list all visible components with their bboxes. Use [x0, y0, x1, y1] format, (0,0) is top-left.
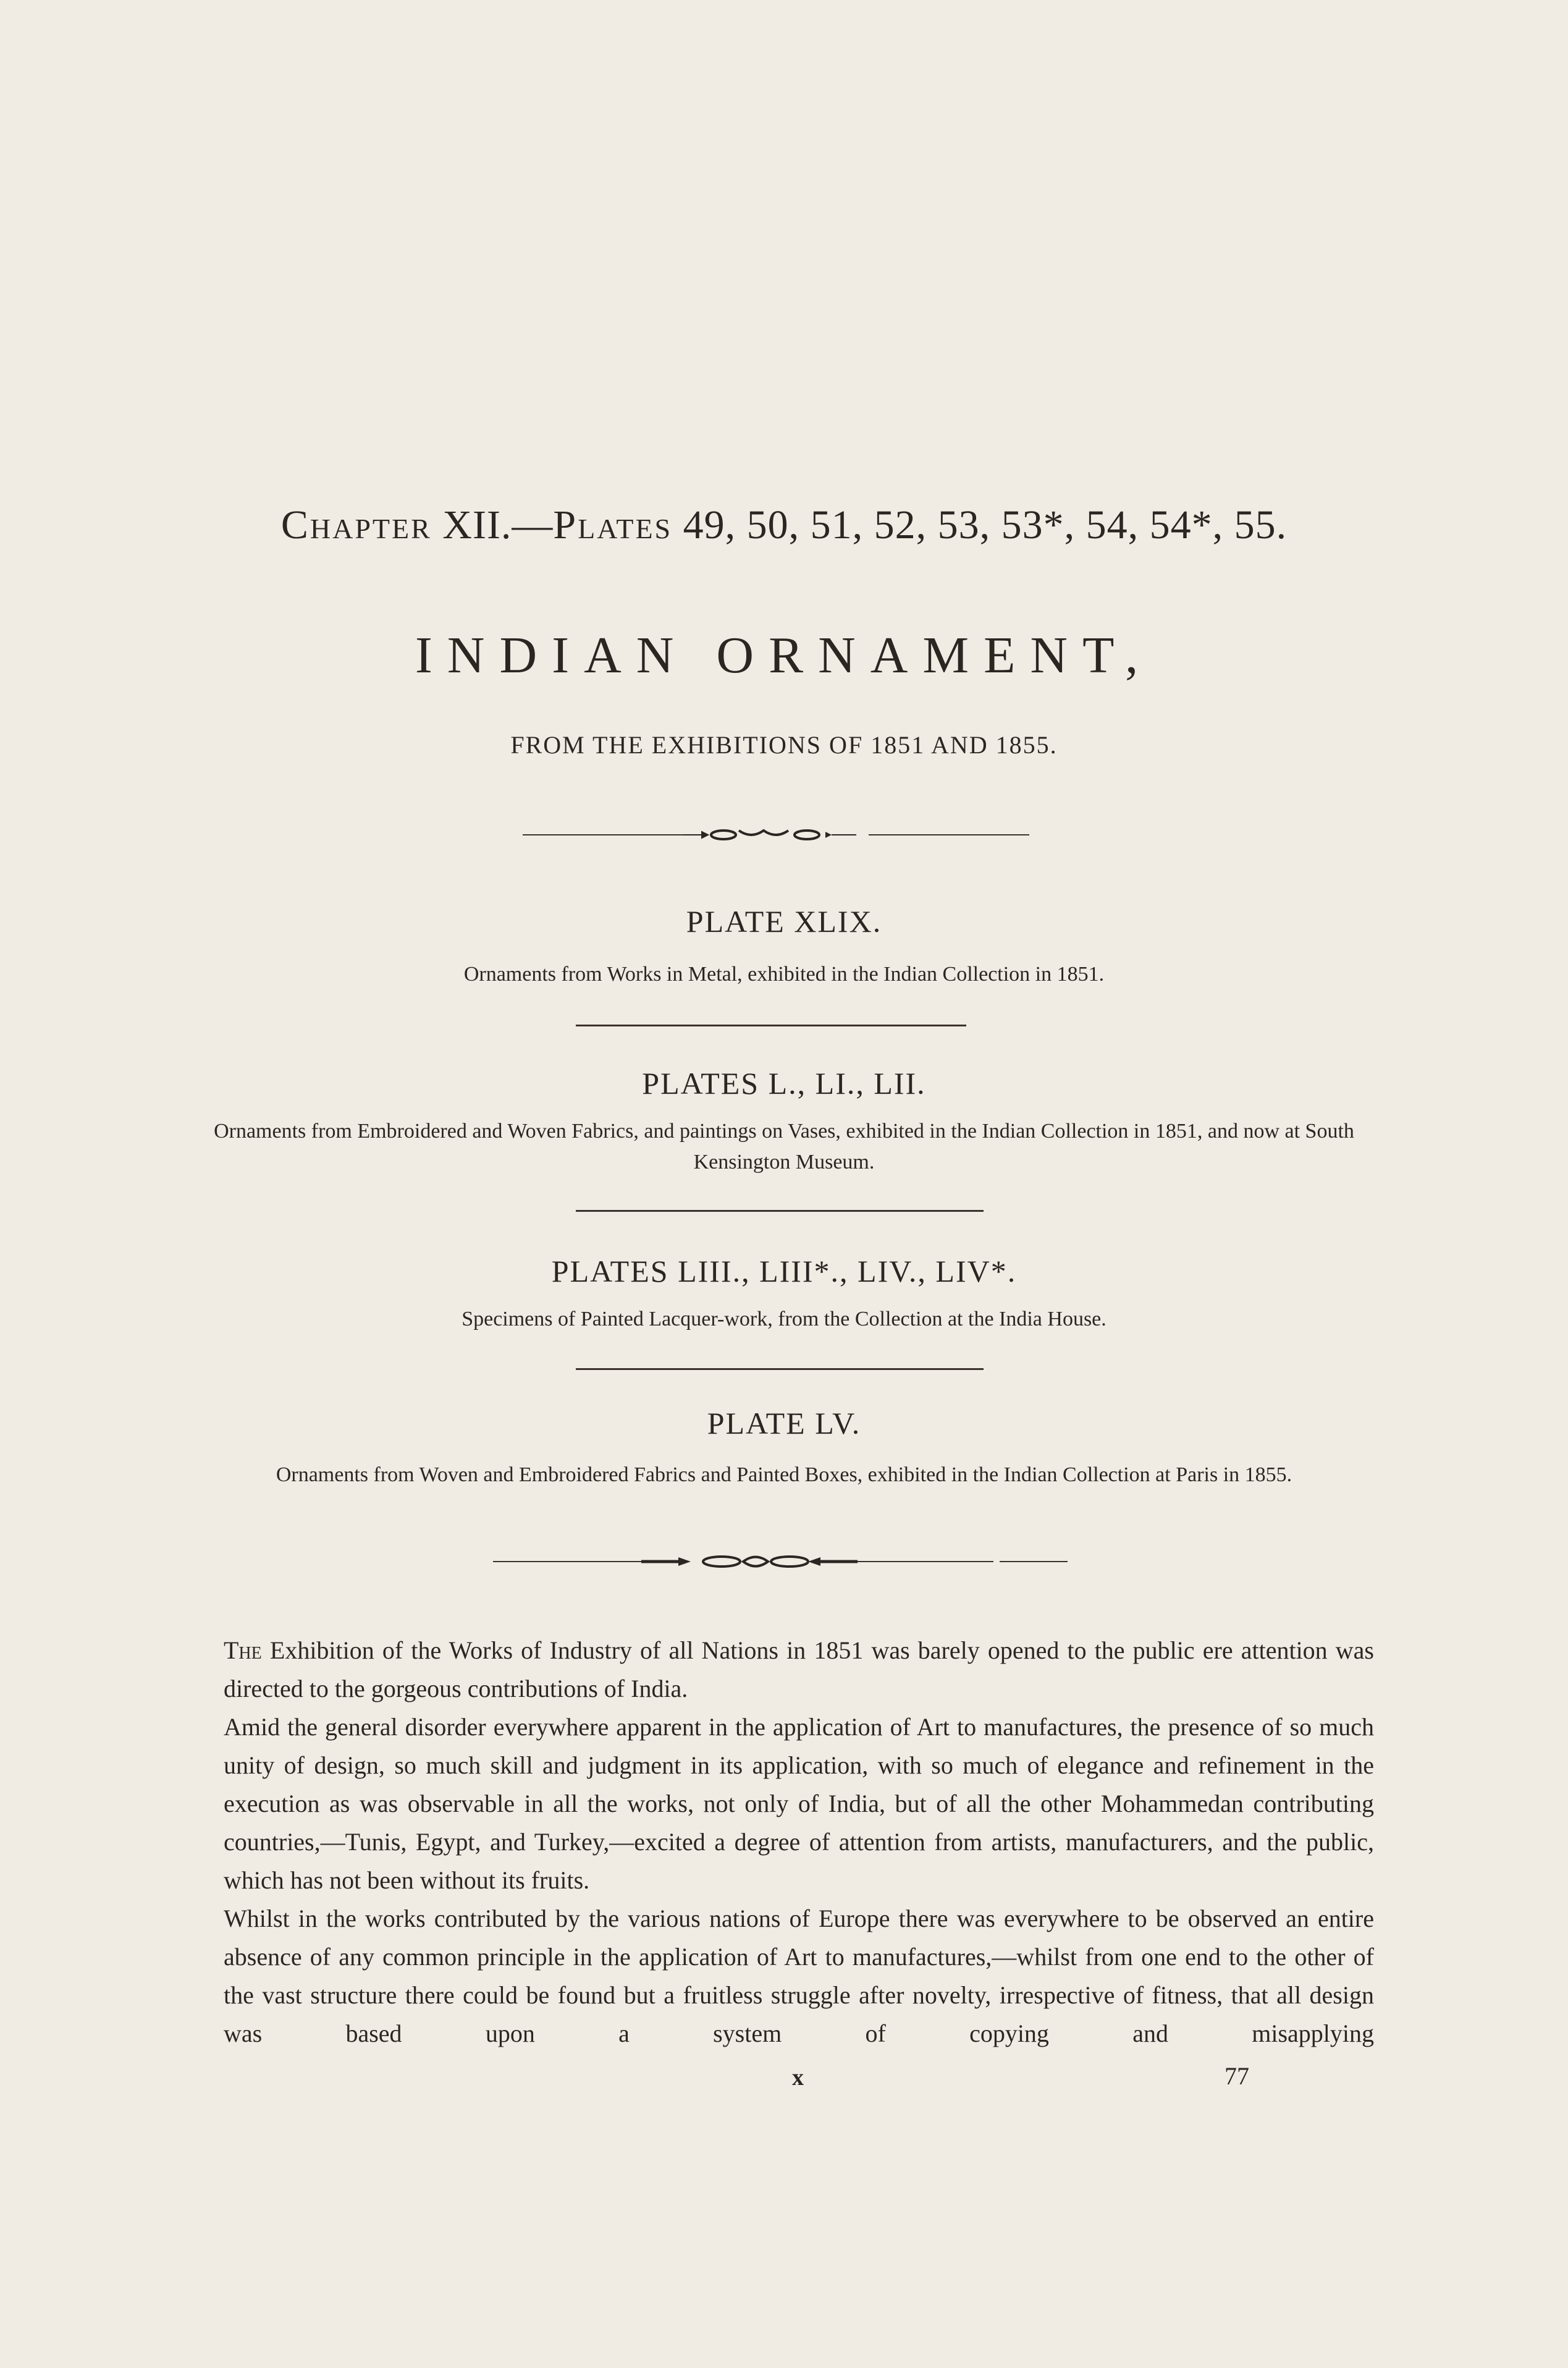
chapter-prefix: Chapter: [280, 502, 432, 548]
bottom-ornament-divider: [493, 1552, 1068, 1571]
plate-heading-55: PLATE LV.: [707, 1406, 861, 1440]
body-paragraph-1: [224, 1631, 1374, 1708]
plate-description-49: Ornaments from Works in Metal, exhibited in the Indian Collection in 1851.: [463, 963, 1105, 986]
plate-heading-49: PLATE XLIX.: [686, 904, 882, 939]
top-ornament-divider: [523, 826, 1029, 844]
signature-mark: x: [792, 2065, 804, 2091]
divider-rule: [576, 1210, 984, 1212]
body-text: [224, 1631, 1374, 2053]
body-paragraph-3: Whilst in the works contributed by the various nations of Europe there was everywhere to be observed an entire absence of any common principle in the application of Art to manufactures,—whilst from one end to the other of the vast structure there could be found but a fruitless struggle after novelty, irrespective of fitness, that all design was based upon a system of copying and misapplying: [224, 1905, 1374, 2047]
plates-word: Plates: [553, 502, 673, 548]
chapter-number: XII.—: [442, 502, 554, 548]
main-title: INDIAN ORNAMENT,: [415, 627, 1153, 684]
plate-heading-53-54: PLATES LIII., LIII*., LIV., LIV*.: [551, 1254, 1017, 1288]
body-paragraph-2: Amid the general disorder everywhere apparent in the application of Art to manufactures, the presence of so much unity of design, so much skill and judgment in its application, with so much of elegance and refinement in the execution as was observable in all the works, not only of India, but of all the other Mohammedan contributing countries,—Tunis, Egypt, and Turkey,—excited a degree of attention from artists, manufacturers, and the public, which has not been without its fruits.: [224, 1713, 1374, 1894]
divider-rule: [576, 1025, 966, 1026]
page-number: 77: [1224, 2062, 1249, 2090]
body-lead-word: The: [224, 1636, 262, 1664]
body-paragraph-1-text: Exhibition of the Works of Industry of all Nations in 1851 was barely opened to the public ere attention was directed to the gorgeous contributions of India.: [224, 1636, 1374, 1702]
plate-description-53-54: Specimens of Painted Lacquer-work, from the Collection at the India House.: [462, 1308, 1106, 1330]
plate-heading-50-52: PLATES L., LI., LII.: [642, 1066, 926, 1101]
plate-description-55: Ornaments from Woven and Embroidered Fabrics and Painted Boxes, exhibited in the Indian Collection at Paris in 1855.: [276, 1463, 1292, 1486]
chapter-heading: [0, 502, 1568, 549]
divider-rule: [576, 1368, 984, 1370]
plate-description-50-52: Ornaments from Embroidered and Woven Fabrics, and paintings on Vases, exhibited in the Indian Collection in 1851, and now at South Kensington Museum.: [214, 1120, 1354, 1173]
subtitle: FROM THE EXHIBITIONS OF 1851 AND 1855.: [510, 731, 1058, 759]
plates-list: 49, 50, 51, 52, 53, 53*, 54, 54*, 55.: [683, 502, 1288, 548]
